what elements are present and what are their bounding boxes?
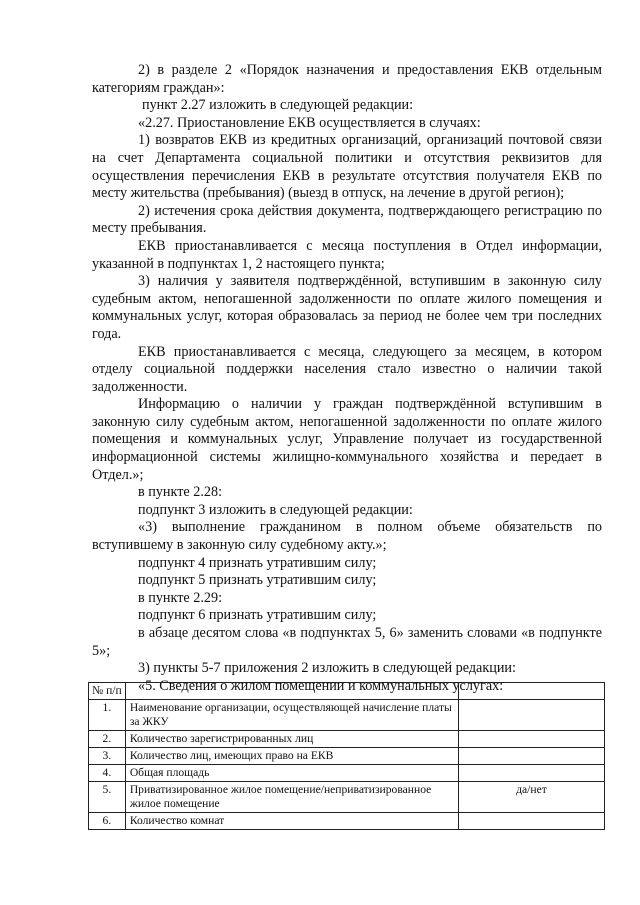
row-name: Количество комнат (125, 813, 458, 830)
row-num: 2. (89, 731, 126, 748)
table-row (89, 765, 605, 782)
paragraph: Информацию о наличии у граждан подтверждённой вступившим в законную силу судебным актом, непогашенной задолженности по оплате жилого помещения и коммунальных услуг, Управление получает из государственной информационной системы жилищно-коммунального хозяйства и передает в Отдел.»; (92, 396, 602, 483)
paragraph: ЕКВ приостанавливается с месяца поступления в Отдел информации, указанной в подпунктах 1, 2 настоящего пункта; (92, 237, 602, 272)
paragraph: в пункте 2.29: (138, 589, 223, 606)
paragraph: в абзаце десятом слова «в подпунктах 5, 6» заменить словами «в подпункте 5»; (92, 625, 602, 659)
paragraph: 1) возвратов ЕКВ из кредитных организаций, организаций почтовой связи на счет Департамента социальной политики и отсутствия реквизитов для осуществления перечисления ЕКВ в результате отсутствия получателя ЕКВ по месту жительства (пребывания) (выезд в отпуск, на лечение в другой регион); (92, 132, 602, 202)
row-name: Приватизированное жилое помещение/неприватизированное жилое помещение (125, 782, 458, 813)
row-num: 1. (89, 700, 126, 731)
paragraph: подпункт 5 признать утратившим силу; (138, 572, 377, 589)
row-value (458, 700, 604, 731)
paragraph: 2) в разделе 2 «Порядок назначения и предоставления ЕКВ отдельным категориям граждан»: (92, 62, 602, 96)
row-num: 5. (89, 782, 126, 813)
header-name-cell (125, 683, 458, 700)
row-value (458, 765, 604, 782)
housing-info-table (88, 682, 605, 830)
paragraph: «2.27. Приостановление ЕКВ осуществляется в случаях: (138, 114, 481, 131)
paragraph: 2) истечения срока действия документа, подтверждающего регистрацию по месту пребывания. (92, 202, 602, 237)
table-row (89, 748, 605, 765)
row-value (458, 731, 604, 748)
paragraph: подпункт 4 признать утратившим силу; (138, 554, 377, 571)
table-row (89, 813, 605, 830)
row-value (458, 813, 604, 830)
row-name: Общая площадь (125, 765, 458, 782)
row-num: 3. (89, 748, 126, 765)
paragraph: «5. Сведения о жилом помещении и коммунальных услугах: (138, 677, 504, 694)
table-row (89, 782, 605, 813)
table-row (89, 731, 605, 748)
paragraph: подпункт 6 признать утратившим силу; (138, 607, 377, 624)
paragraph: 3) наличия у заявителя подтверждённой, вступившим в законную силу судебным актом, непогашенной задолженности по оплате жилого помещения и коммунальных услуг, которая образовалась за период не более чем три последних года. (92, 273, 602, 342)
header-num-cell: № п/п (89, 683, 126, 700)
row-value: да/нет (458, 782, 604, 813)
paragraph: «3) выполнение гражданином в полном объеме обязательств по вступившему в законную силу судебному акту.»; (92, 519, 602, 554)
row-num: 6. (89, 813, 126, 830)
document-text (92, 62, 602, 695)
paragraph: в пункте 2.28: (138, 484, 223, 501)
table-row (89, 700, 605, 731)
paragraph: подпункт 3 изложить в следующей редакции: (138, 501, 413, 518)
row-name: Количество лиц, имеющих право на ЕКВ (125, 748, 458, 765)
table-header-row (89, 683, 605, 700)
row-name: Наименование организации, осуществляющей начисление платы за ЖКУ (125, 700, 458, 731)
header-value-cell (458, 683, 604, 700)
row-num: 4. (89, 765, 126, 782)
paragraph: ЕКВ приостанавливается с месяца, следующего за месяцем, в котором отделу социальной поддержки населения стало известно о наличии такой задолженности. (92, 343, 602, 395)
row-value (458, 748, 604, 765)
paragraph: пункт 2.27 изложить в следующей редакции: (142, 97, 414, 114)
paragraph: 3) пункты 5-7 приложения 2 изложить в следующей редакции: (138, 660, 516, 677)
row-name: Количество зарегистрированных лиц (125, 731, 458, 748)
